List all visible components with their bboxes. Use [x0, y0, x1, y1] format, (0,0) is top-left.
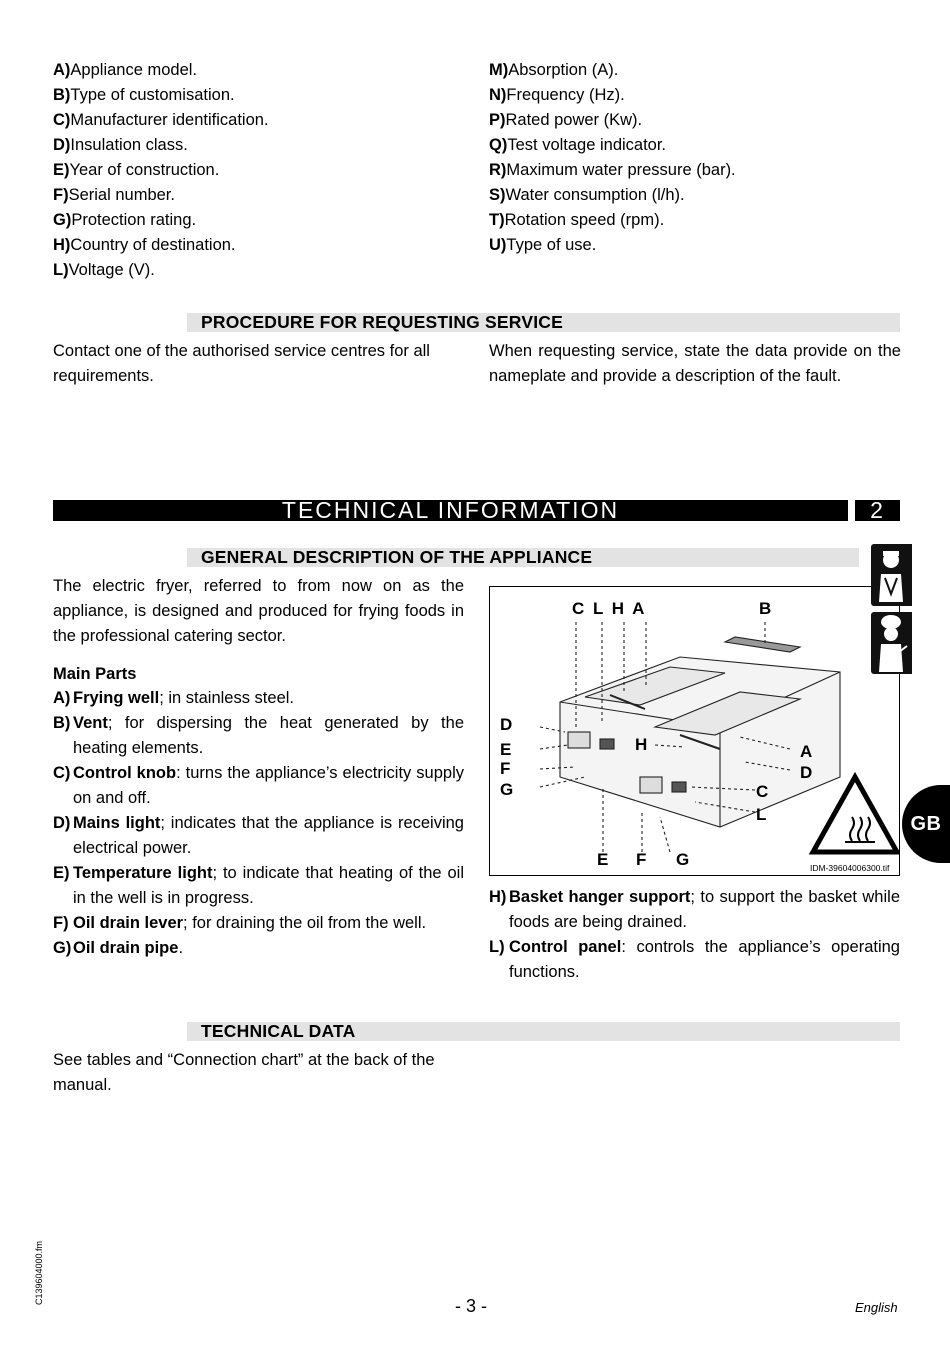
- nameplate-item: [489, 108, 909, 133]
- service-left-text: Contact one of the authorised service centres for all requirements.: [53, 342, 430, 385]
- part-name: Oil drain lever: [73, 914, 184, 932]
- item-key: D): [53, 136, 71, 154]
- part-key: B): [53, 714, 71, 732]
- item-key: A): [53, 61, 71, 79]
- nameplate-item: [489, 183, 909, 208]
- item-key: N): [489, 86, 507, 104]
- fig-label-b: B: [759, 599, 772, 618]
- nameplate-item: [53, 233, 473, 258]
- part-key: H): [489, 888, 507, 906]
- nameplate-item: [489, 83, 909, 108]
- item-key: Q): [489, 136, 508, 154]
- nameplate-list-right: [489, 58, 909, 258]
- fig-label-a-right: A: [800, 742, 813, 761]
- parts-list-right: [489, 885, 900, 985]
- fig-label-h-mid: H: [635, 735, 648, 754]
- item-text: Type of use.: [506, 236, 597, 254]
- part-item: [53, 911, 464, 936]
- nameplate-item: [53, 108, 473, 133]
- part-item: [489, 935, 900, 985]
- part-key: D): [53, 814, 71, 832]
- item-text: Frequency (Hz).: [506, 86, 625, 104]
- service-heading: PROCEDURE FOR REQUESTING SERVICE: [187, 313, 900, 332]
- fig-label-d-right: D: [800, 763, 813, 782]
- item-key: L): [53, 261, 69, 279]
- part-description: ; to indicate that heating of the oil in the well is in progress.: [73, 864, 464, 907]
- page-number: - 3 -: [455, 1296, 488, 1316]
- part-name: Basket hanger support: [509, 888, 691, 906]
- part-description: : controls the appliance’s operating functions.: [509, 938, 900, 981]
- item-text: Rated power (Kw).: [505, 111, 643, 129]
- item-text: Protection rating.: [71, 211, 197, 229]
- fig-label-g-left: G: [500, 780, 514, 799]
- item-text: Absorption (A).: [508, 61, 619, 79]
- item-key: C): [53, 111, 71, 129]
- nameplate-item: [53, 83, 473, 108]
- part-item: [53, 686, 464, 711]
- technician-icon: [871, 544, 912, 606]
- fryer-drawing: [490, 587, 899, 875]
- nameplate-item: [53, 258, 473, 283]
- item-text: Insulation class.: [70, 136, 188, 154]
- item-text: Manufacturer identification.: [70, 111, 269, 129]
- part-item: [53, 861, 464, 911]
- fig-label-l-right: L: [756, 805, 767, 824]
- part-description: ; to support the basket while foods are being drained.: [509, 888, 900, 931]
- part-name: Oil drain pipe: [73, 939, 179, 957]
- hot-surface-warning-icon: [813, 777, 897, 852]
- item-key: R): [489, 161, 507, 179]
- fig-label-d-left: D: [500, 715, 513, 734]
- fig-label-f-left: F: [500, 759, 511, 778]
- part-key: A): [53, 689, 71, 707]
- item-text: Rotation speed (rpm).: [504, 211, 665, 229]
- part-description: .: [178, 939, 184, 957]
- item-key: G): [53, 211, 72, 229]
- general-intro: The electric fryer, referred to from now on as the appliance, is designed and produced for frying foods in the professional catering sector.: [53, 577, 464, 645]
- figure-image-id: IDM-39604006300.tif: [810, 863, 890, 873]
- language-tab: GB: [902, 785, 950, 863]
- fig-label-g-bottom: G: [676, 850, 690, 869]
- fryer-figure: [489, 586, 900, 876]
- item-text: Appliance model.: [70, 61, 197, 79]
- item-text: Type of customisation.: [70, 86, 235, 104]
- service-right-text: When requesting service, state the data provide on the nameplate and provide a description of the fault.: [489, 342, 901, 385]
- part-item: [53, 761, 464, 811]
- item-key: B): [53, 86, 71, 104]
- fig-label-top: C L H A: [572, 599, 645, 618]
- item-key: S): [489, 186, 506, 204]
- chapter-title-bar: TECHNICAL INFORMATION: [53, 500, 848, 521]
- part-key: G): [53, 939, 72, 957]
- nameplate-item: [53, 58, 473, 83]
- fig-label-f-bottom: F: [636, 850, 647, 869]
- item-key: F): [53, 186, 69, 204]
- item-key: H): [53, 236, 71, 254]
- part-description: ; for draining the oil from the well.: [183, 914, 427, 932]
- item-text: Year of construction.: [69, 161, 220, 179]
- fig-label-e-bottom: E: [597, 850, 609, 869]
- part-description: ; for dispersing the heat generated by the heating elements.: [73, 714, 464, 757]
- part-description: ; indicates that the appliance is receiving electrical power.: [73, 814, 464, 857]
- item-text: Water consumption (l/h).: [505, 186, 685, 204]
- item-text: Country of destination.: [70, 236, 236, 254]
- part-key: L): [489, 938, 505, 956]
- part-item: [53, 811, 464, 861]
- fig-label-c-right: C: [756, 782, 769, 801]
- part-name: Temperature light: [73, 864, 213, 882]
- item-key: P): [489, 111, 506, 129]
- item-key: T): [489, 211, 505, 229]
- nameplate-item: [53, 158, 473, 183]
- fig-label-e-left: E: [500, 740, 512, 759]
- part-item: [53, 711, 464, 761]
- main-parts-title: Main Parts: [53, 665, 137, 683]
- item-key: M): [489, 61, 509, 79]
- item-text: Maximum water pressure (bar).: [506, 161, 736, 179]
- nameplate-item: [53, 208, 473, 233]
- nameplate-item: [53, 133, 473, 158]
- language-label: English: [855, 1300, 898, 1315]
- nameplate-item: [489, 58, 909, 83]
- part-description: : turns the appliance’s electricity supply on and off.: [73, 764, 465, 807]
- nameplate-item: [489, 158, 909, 183]
- part-key: E): [53, 864, 70, 882]
- technical-data-text: See tables and “Connection chart” at the back of the manual.: [53, 1051, 435, 1094]
- document-code: C13960400​0.fm: [34, 1240, 44, 1305]
- nameplate-item: [489, 233, 909, 258]
- part-key: F): [53, 914, 69, 932]
- part-name: Control panel: [509, 938, 622, 956]
- nameplate-item: [53, 183, 473, 208]
- item-text: Test voltage indicator.: [507, 136, 667, 154]
- part-name: Control knob: [73, 764, 177, 782]
- part-description: ; in stainless steel.: [159, 689, 294, 707]
- part-item: [489, 885, 900, 935]
- nameplate-item: [489, 208, 909, 233]
- item-key: E): [53, 161, 70, 179]
- nameplate-list-left: [53, 58, 473, 283]
- part-item: [53, 936, 464, 961]
- item-key: U): [489, 236, 507, 254]
- chapter-number: 2: [855, 500, 900, 521]
- nameplate-item: [489, 133, 909, 158]
- part-name: Mains light: [73, 814, 161, 832]
- parts-list-left: [53, 686, 464, 961]
- item-text: Serial number.: [68, 186, 175, 204]
- item-text: Voltage (V).: [68, 261, 155, 279]
- technical-data-heading: TECHNICAL DATA: [187, 1022, 900, 1041]
- part-name: Frying well: [73, 689, 160, 707]
- part-name: Vent: [73, 714, 108, 732]
- chef-icon: [871, 612, 912, 674]
- part-key: C): [53, 764, 71, 782]
- general-heading: GENERAL DESCRIPTION OF THE APPLIANCE: [187, 548, 859, 567]
